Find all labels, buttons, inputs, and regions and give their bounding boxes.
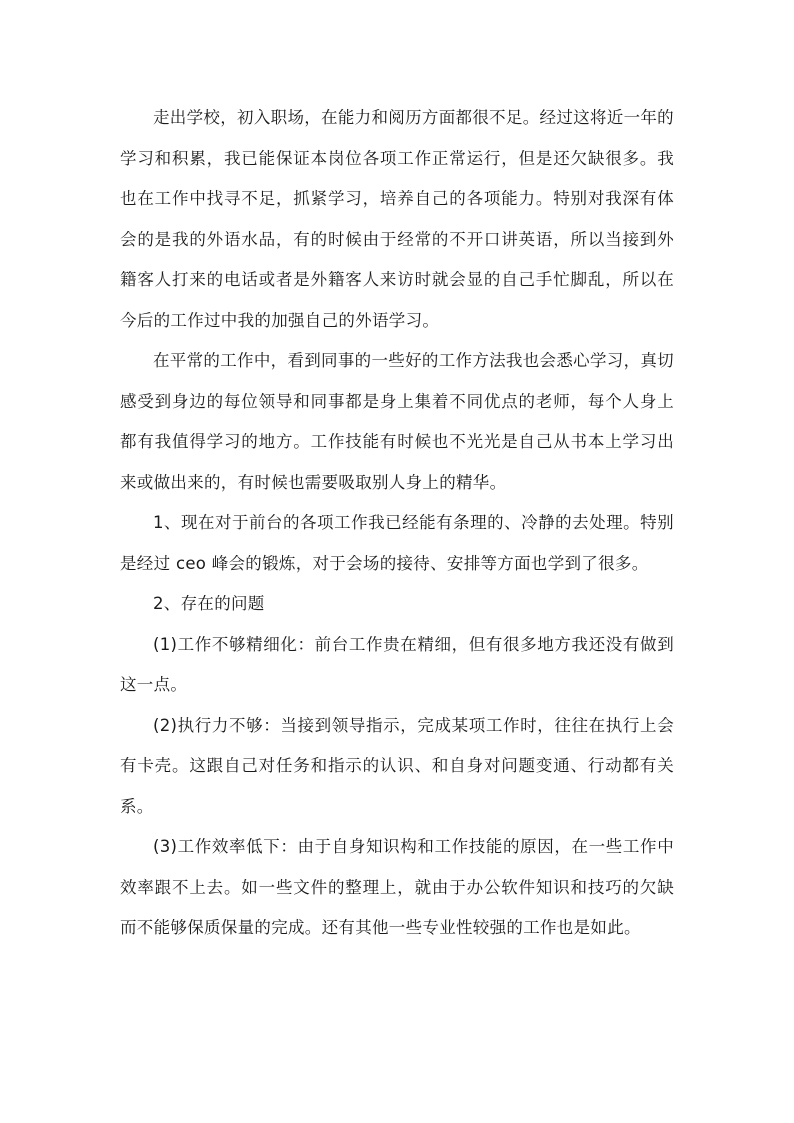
paragraph-point-2-heading: 2、存在的问题 bbox=[153, 594, 265, 613]
paragraph-issue-2: (2)执行力不够：当接到领导指示，完成某项工作时，往往在执行上会有卡壳。这跟自己对任务和指示的认识、和自身对问题变通、行动都有关系。 bbox=[120, 715, 674, 816]
paragraph-learning: 在平常的工作中，看到同事的一些好的工作方法我也会悉心学习，真切感受到身边的每位领导和同事都是身上集着不同优点的老师，每个人身上都有我值得学习的地方。工作技能有时候也不光光是自己从书本上学习出来或做出来的，有时候也需要吸取别人身上的精华。 bbox=[120, 351, 674, 492]
paragraph-point-1: 1、现在对于前台的各项工作我已经能有条理的、冷静的去处理。特别是经过 ceo 峰会的锻炼，对于会场的接待、安排等方面也学到了很多。 bbox=[120, 513, 674, 573]
paragraph-issue-3: (3)工作效率低下：由于自身知识构和工作技能的原因，在一些工作中效率跟不上去。如一些文件的整理上，就由于办公软件知识和技巧的欠缺而不能够保质保量的完成。还有其他一些专业性较强的工作也是如此。 bbox=[120, 837, 674, 937]
document-body bbox=[120, 98, 674, 949]
paragraph-intro: 走出学校，初入职场，在能力和阅历方面都很不足。经过这将近一年的学习和积累，我已能保证本岗位各项工作正常运行，但是还欠缺很多。我也在工作中找寻不足，抓紧学习，培养自己的各项能力。特别对我深有体会的是我的外语水品，有的时候由于经常的不开口讲英语，所以当接到外籍客人打来的电话或者是外籍客人来访时就会显的自己手忙脚乱，所以在今后的工作过中我的加强自己的外语学习。 bbox=[120, 108, 674, 330]
paragraph-issue-1: (1)工作不够精细化：前台工作贵在精细，但有很多地方我还没有做到这一点。 bbox=[120, 634, 674, 694]
